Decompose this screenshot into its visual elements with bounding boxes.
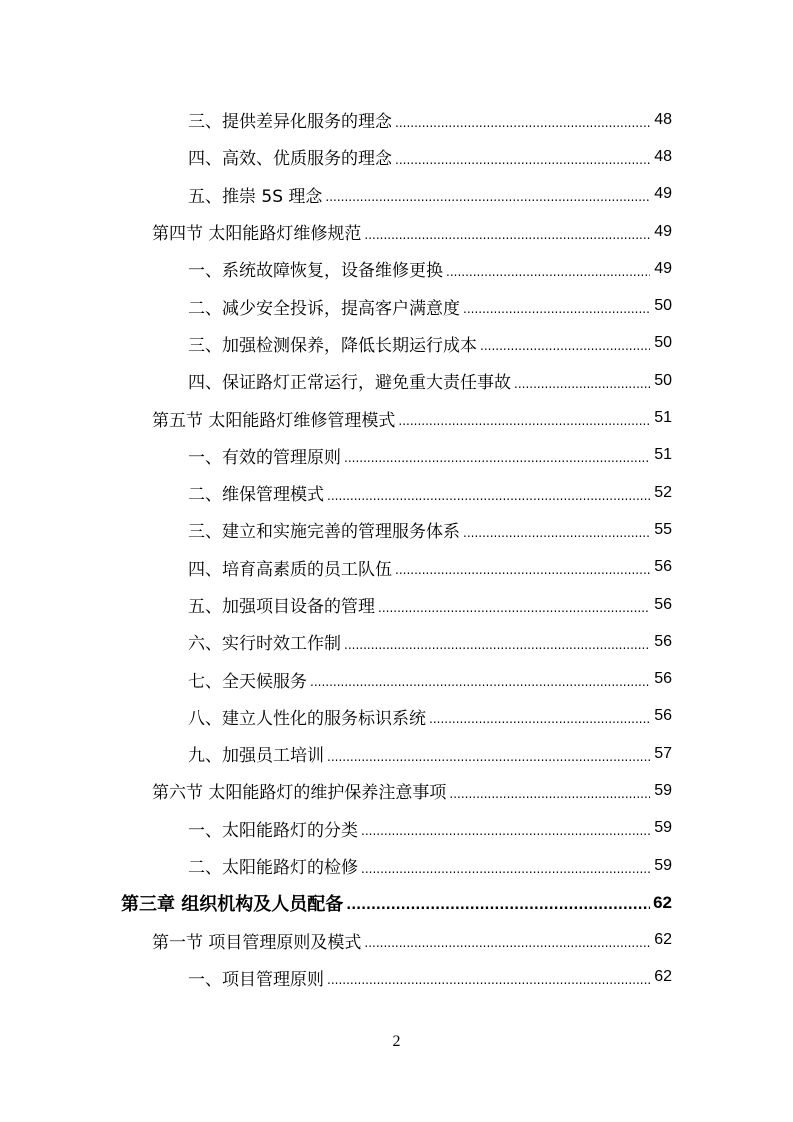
toc-entry-title: 一、系统故障恢复，设备维修更换 — [188, 261, 443, 282]
toc-entry-title: 四、保证路灯正常运行，避免重大责任事故 — [188, 373, 511, 394]
toc-entry-title: 三、建立和实施完善的管理服务体系 — [188, 522, 460, 543]
toc-entry-title: 第一节 项目管理原则及模式 — [152, 932, 362, 953]
dot-leader — [325, 190, 650, 204]
toc-entry-title: 二、减少安全投诉，提高客户满意度 — [188, 298, 460, 319]
toc-entry-page: 62 — [654, 931, 672, 949]
toc-entry-page: 48 — [654, 147, 672, 165]
dot-leader — [480, 339, 650, 353]
toc-entry[interactable] — [0, 959, 793, 996]
toc-section-entry[interactable] — [0, 922, 793, 959]
dot-leader — [378, 601, 650, 615]
toc-entry[interactable] — [0, 325, 793, 362]
toc-entry-page: 56 — [654, 595, 672, 613]
toc-entry-page: 50 — [654, 297, 672, 315]
toc-entry-page: 56 — [654, 632, 672, 650]
toc-entry[interactable] — [0, 735, 793, 772]
dot-leader — [395, 563, 650, 577]
toc-entry-title: 第六节 太阳能路灯的维护保养注意事项 — [152, 783, 447, 804]
toc-entry-title: 第四节 太阳能路灯维修规范 — [152, 224, 362, 245]
toc-entry-page: 49 — [654, 222, 672, 240]
toc-entry[interactable] — [0, 511, 793, 548]
toc-entry-title: 五、加强项目设备的管理 — [188, 597, 375, 617]
dot-leader — [364, 228, 650, 242]
dot-leader — [463, 302, 650, 316]
dot-leader — [344, 638, 650, 652]
toc-entry-page: 59 — [654, 781, 672, 799]
toc-entry-page: 59 — [654, 819, 672, 837]
toc-section-entry[interactable] — [0, 399, 793, 436]
toc-entry-title: 四、培育高素质的员工队伍 — [188, 559, 392, 580]
toc-entry-title: 四、高效、优质服务的理念 — [188, 149, 392, 170]
toc-entry-page: 48 — [654, 110, 672, 128]
toc-entry-title: 三、提供差异化服务的理念 — [188, 112, 392, 133]
toc-entry[interactable] — [0, 287, 793, 324]
toc-entry-title: 第三章 组织机构及人员配备 — [121, 893, 344, 915]
toc-entry[interactable] — [0, 101, 793, 138]
toc-entry[interactable] — [0, 549, 793, 586]
toc-entry-title: 一、太阳能路灯的分类 — [188, 820, 358, 841]
toc-entry[interactable] — [0, 586, 793, 623]
dot-leader — [327, 489, 650, 503]
toc-entry-title: 二、太阳能路灯的检修 — [188, 858, 358, 879]
dot-leader — [327, 973, 650, 987]
toc-entry[interactable] — [0, 250, 793, 287]
toc-entry[interactable] — [0, 810, 793, 847]
dot-leader — [346, 898, 650, 913]
toc-entry-page: 55 — [654, 520, 672, 538]
toc-entry-page: 51 — [654, 446, 672, 464]
toc-entry[interactable] — [0, 362, 793, 399]
toc-entry-page: 50 — [654, 334, 672, 352]
toc-entry-page: 62 — [654, 968, 672, 986]
toc-entry-page: 59 — [654, 856, 672, 874]
dot-leader — [344, 451, 650, 465]
toc-entry-title: 一、有效的管理原则 — [188, 447, 341, 468]
toc-entry-page: 56 — [654, 558, 672, 576]
toc-entry[interactable] — [0, 847, 793, 884]
toc-section-entry[interactable] — [0, 213, 793, 250]
toc-entry[interactable] — [0, 474, 793, 511]
toc-entry-page: 56 — [654, 670, 672, 688]
dot-leader — [327, 750, 650, 764]
toc-entry-page: 52 — [654, 483, 672, 501]
toc-entry[interactable] — [0, 623, 793, 660]
toc-chapter-entry[interactable] — [0, 884, 793, 921]
dot-leader — [364, 936, 650, 950]
dot-leader — [310, 675, 650, 689]
dot-leader — [395, 116, 650, 130]
dot-leader — [395, 153, 650, 167]
dot-leader — [361, 824, 650, 838]
toc-entry-title: 七、全天候服务 — [188, 671, 307, 692]
dot-leader — [446, 265, 650, 279]
toc-entry-page: 56 — [654, 707, 672, 725]
dot-leader — [429, 712, 650, 726]
toc-entry-page: 62 — [653, 892, 672, 912]
dot-leader — [361, 862, 650, 876]
table-of-contents — [0, 101, 793, 996]
toc-entry-title: 九、加强员工培训 — [188, 746, 324, 767]
toc-entry-page: 57 — [654, 744, 672, 762]
toc-entry-page: 49 — [654, 259, 672, 277]
toc-entry-page: 49 — [654, 185, 672, 203]
toc-entry-title: 八、建立人性化的服务标识系统 — [188, 708, 426, 729]
toc-entry-title: 第五节 太阳能路灯维修管理模式 — [152, 410, 396, 431]
toc-entry-title: 六、实行时效工作制 — [188, 634, 341, 655]
dot-leader — [449, 787, 650, 801]
toc-entry[interactable] — [0, 138, 793, 175]
dot-leader — [463, 526, 650, 540]
toc-entry-page: 51 — [654, 409, 672, 427]
dot-leader — [514, 377, 650, 391]
toc-entry-title: 三、加强检测保养，降低长期运行成本 — [188, 335, 477, 356]
toc-entry[interactable] — [0, 176, 793, 213]
dot-leader — [398, 414, 650, 428]
toc-entry[interactable] — [0, 437, 793, 474]
page-number: 2 — [392, 1033, 401, 1050]
toc-section-entry[interactable] — [0, 772, 793, 809]
toc-entry[interactable] — [0, 660, 793, 697]
toc-entry-title: 五、推崇 5S 理念 — [188, 186, 323, 207]
toc-entry-page: 50 — [654, 371, 672, 389]
toc-entry-title: 二、维保管理模式 — [188, 485, 324, 506]
toc-entry-title: 一、项目管理原则 — [188, 969, 324, 990]
toc-entry[interactable] — [0, 698, 793, 735]
